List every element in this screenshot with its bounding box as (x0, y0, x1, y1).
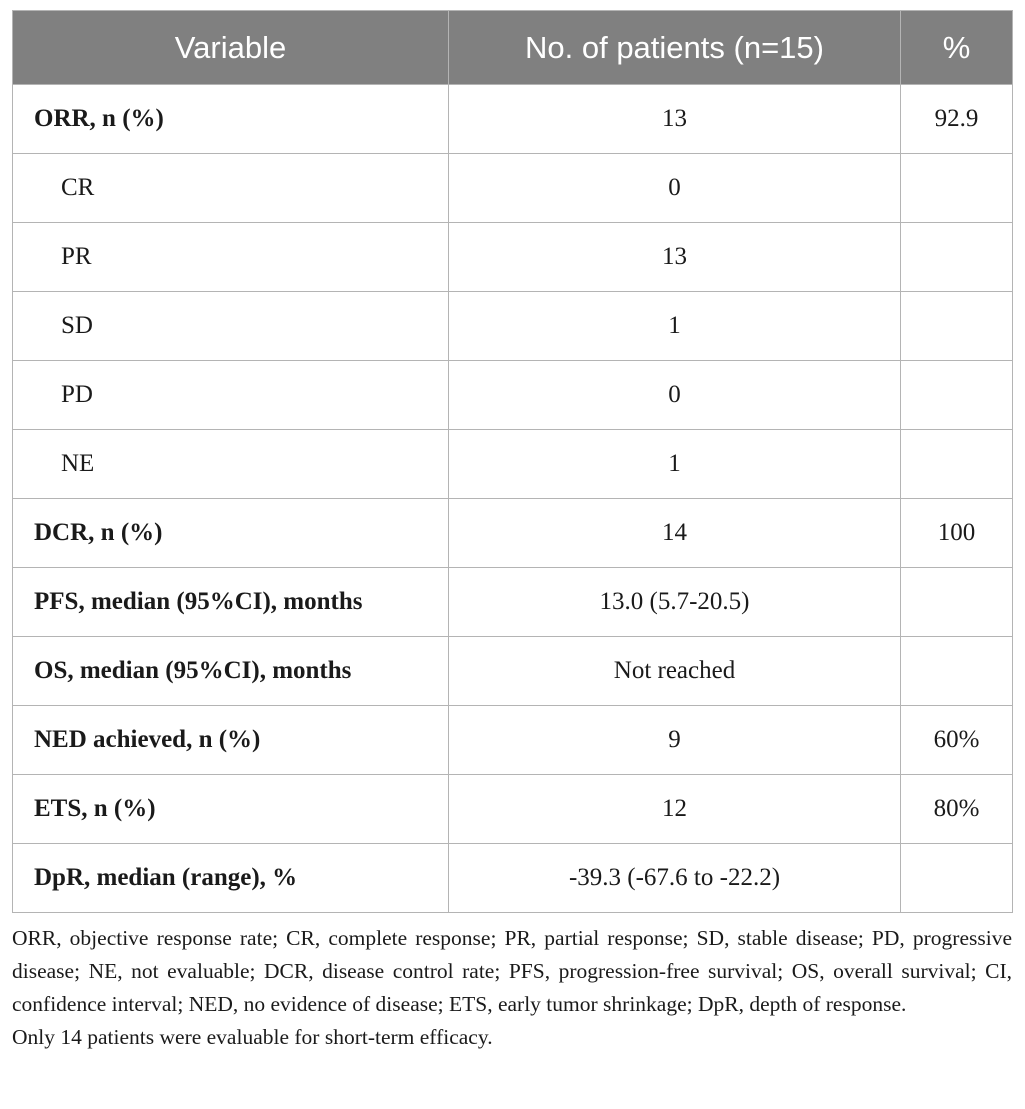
row-variable: PFS, median (95%CI), months (13, 568, 449, 637)
row-variable: ETS, n (%) (13, 775, 449, 844)
header-patients: No. of patients (n=15) (449, 11, 901, 85)
row-variable: SD (13, 292, 449, 361)
table-row (13, 430, 1013, 499)
table-row (13, 85, 1013, 154)
row-variable: PD (13, 361, 449, 430)
row-percent (901, 637, 1013, 706)
row-patients: 0 (449, 154, 901, 223)
row-variable: NED achieved, n (%) (13, 706, 449, 775)
row-patients: 12 (449, 775, 901, 844)
row-patients: Not reached (449, 637, 901, 706)
row-patients: 9 (449, 706, 901, 775)
table-header-row (13, 11, 1013, 85)
row-percent (901, 844, 1013, 913)
row-variable: NE (13, 430, 449, 499)
row-variable: DCR, n (%) (13, 499, 449, 568)
row-variable: ORR, n (%) (13, 85, 449, 154)
row-percent (901, 568, 1013, 637)
table-row (13, 361, 1013, 430)
row-variable: PR (13, 223, 449, 292)
table-row (13, 154, 1013, 223)
table-row (13, 292, 1013, 361)
row-percent (901, 154, 1013, 223)
results-table-container (12, 10, 1012, 1054)
row-patients: 13.0 (5.7-20.5) (449, 568, 901, 637)
table-row (13, 637, 1013, 706)
row-patients: 14 (449, 499, 901, 568)
row-percent: 100 (901, 499, 1013, 568)
row-percent (901, 223, 1013, 292)
row-percent: 60% (901, 706, 1013, 775)
row-percent (901, 430, 1013, 499)
row-patients: 1 (449, 292, 901, 361)
table-row (13, 568, 1013, 637)
table-row (13, 844, 1013, 913)
row-percent (901, 292, 1013, 361)
row-variable: OS, median (95%CI), months (13, 637, 449, 706)
row-variable: CR (13, 154, 449, 223)
row-percent: 80% (901, 775, 1013, 844)
table-footnotes (12, 922, 1012, 1054)
row-percent (901, 361, 1013, 430)
header-variable: Variable (13, 11, 449, 85)
row-patients: 0 (449, 361, 901, 430)
table-row (13, 706, 1013, 775)
abbreviations-note: ORR, objective response rate; CR, complete response; PR, partial response; SD, stable disease; PD, progressive disease; NE, not evaluable; DCR, disease control rate; PFS, progression-free survival; OS, overall survival; CI, confidence interval; NED, no evidence of disease; ETS, early tumor shrinkage; DpR, depth of response. (12, 926, 1012, 1016)
row-patients: 13 (449, 85, 901, 154)
table-row (13, 499, 1013, 568)
efficacy-table (12, 10, 1013, 913)
row-patients: -39.3 (-67.6 to -22.2) (449, 844, 901, 913)
row-patients: 1 (449, 430, 901, 499)
evaluable-note: Only 14 patients were evaluable for short-term efficacy. (12, 1025, 493, 1049)
header-percent: % (901, 11, 1013, 85)
table-row (13, 223, 1013, 292)
row-percent: 92.9 (901, 85, 1013, 154)
row-patients: 13 (449, 223, 901, 292)
table-row (13, 775, 1013, 844)
row-variable: DpR, median (range), % (13, 844, 449, 913)
